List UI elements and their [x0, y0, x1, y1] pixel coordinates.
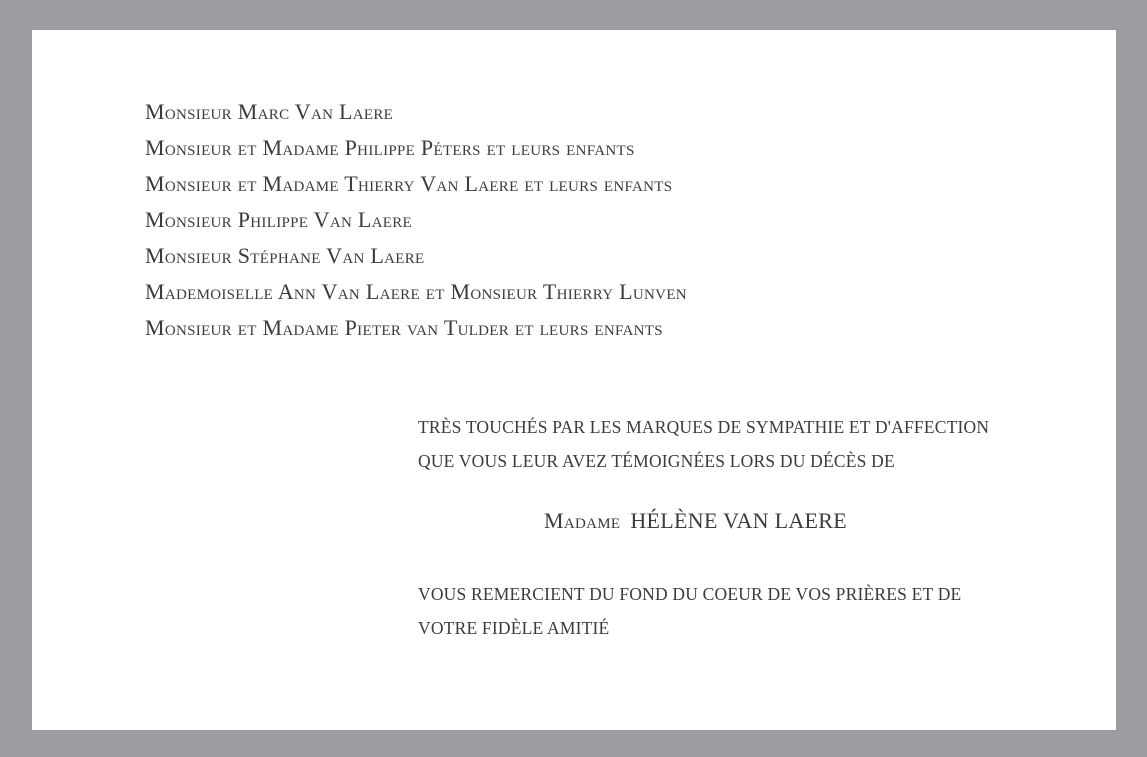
- family-list: [145, 94, 687, 346]
- deceased-title: Madame: [544, 508, 621, 533]
- thanks-closing-line: VOTRE FIDÈLE AMITIÉ: [418, 618, 610, 638]
- thanks-closing: [418, 577, 1058, 645]
- family-line: Mademoiselle Ann Van Laere et Monsieur Thierry Lunven: [145, 279, 687, 304]
- thanks-intro: [418, 410, 1058, 478]
- thanks-closing-line: VOUS REMERCIENT DU FOND DU COEUR DE VOS PRIÈRES ET DE: [418, 584, 962, 604]
- family-line: Monsieur Marc Van Laere: [145, 99, 394, 124]
- family-line: Monsieur et Madame Thierry Van Laere et leurs enfants: [145, 171, 673, 196]
- family-line: Monsieur Stéphane Van Laere: [145, 243, 425, 268]
- thanks-intro-line: QUE VOUS LEUR AVEZ TÉMOIGNÉES LORS DU DÉCÈS DE: [418, 451, 895, 471]
- family-line: Monsieur et Madame Philippe Péters et leurs enfants: [145, 135, 635, 160]
- deceased-name: HÉLÈNE VAN LAERE: [630, 508, 847, 533]
- deceased-name-block: [544, 508, 847, 534]
- condolence-card: [32, 30, 1116, 730]
- family-line: Monsieur Philippe Van Laere: [145, 207, 412, 232]
- thanks-intro-line: TRÈS TOUCHÉS PAR LES MARQUES DE SYMPATHIE ET D'AFFECTION: [418, 417, 990, 437]
- family-line: Monsieur et Madame Pieter van Tulder et leurs enfants: [145, 315, 663, 340]
